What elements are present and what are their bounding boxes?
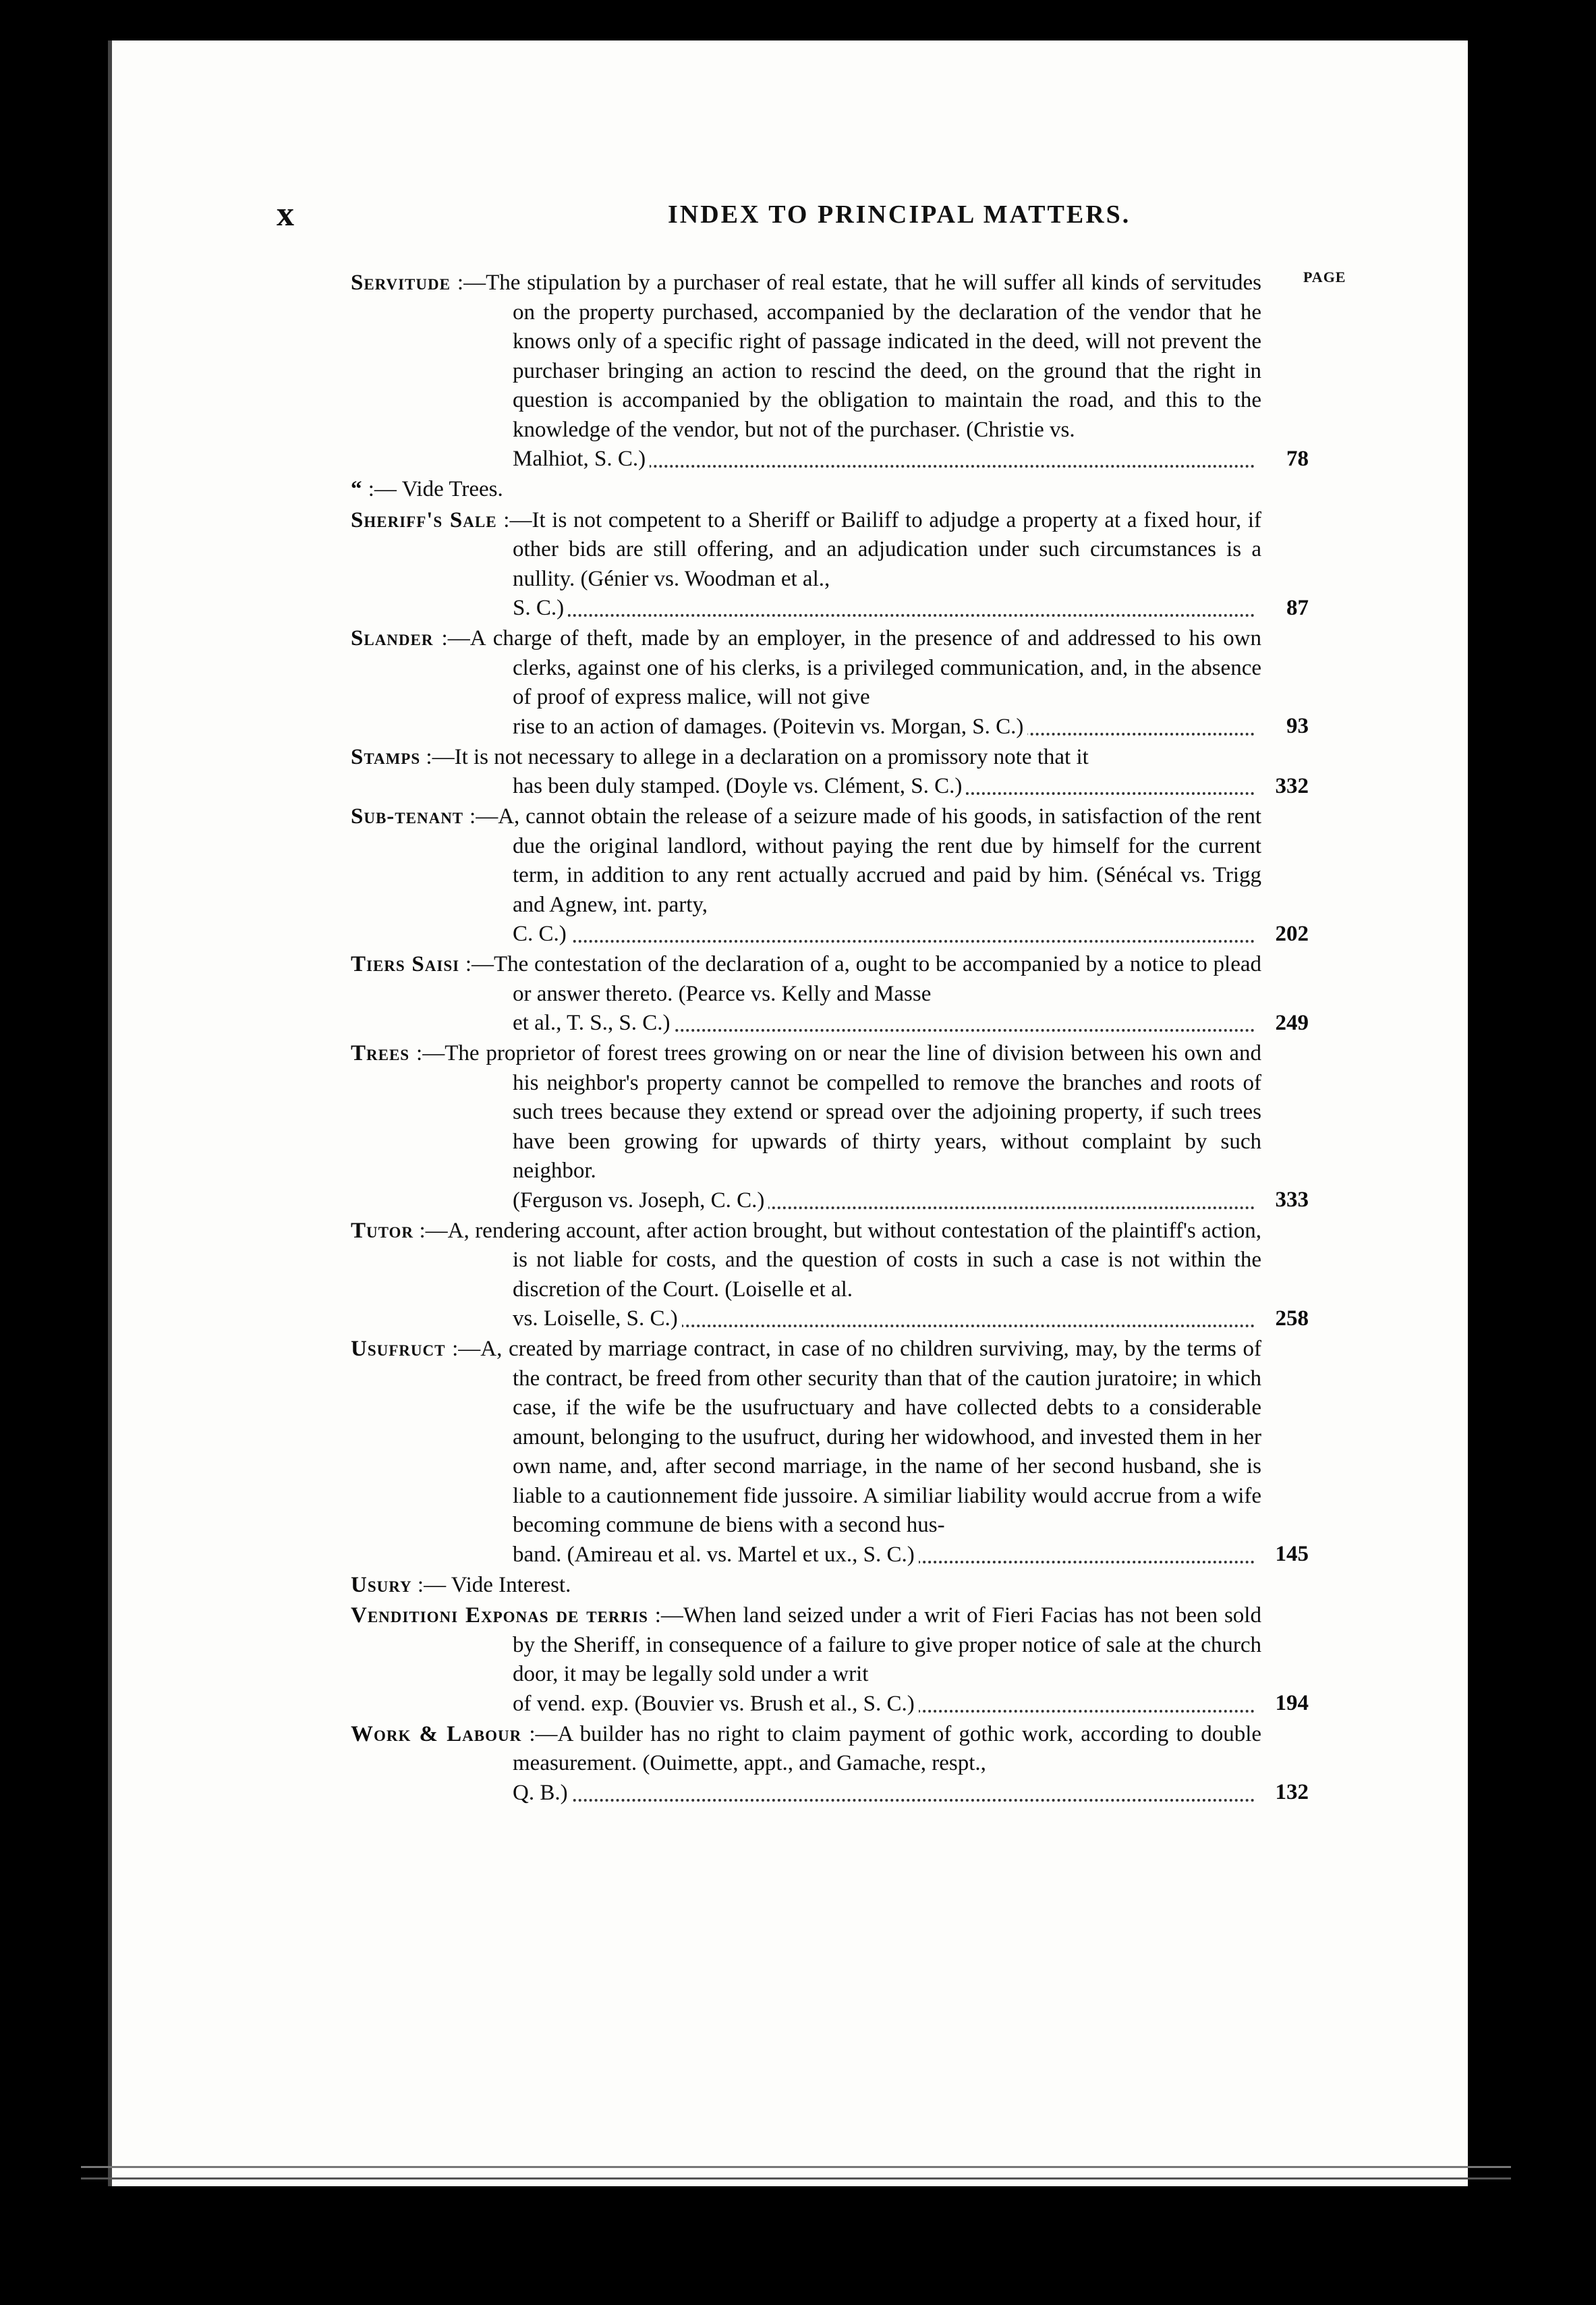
index-entry: [351, 802, 1309, 949]
entry-head: Work & Labour: [351, 1721, 522, 1746]
bottom-rule: [81, 2166, 1511, 2179]
entry-citation: band. (Amireau et al. vs. Martel et ux., S. C.): [513, 1543, 919, 1567]
entry-head: Usufruct: [351, 1337, 446, 1361]
entry-citation: C. C.): [513, 922, 571, 946]
index-entry: [351, 506, 1309, 623]
entry-citation: of vend. exp. (Bouvier vs. Brush et al., S. C.): [513, 1692, 919, 1716]
entry-page-number: 249: [1264, 1009, 1309, 1038]
entry-head: Servitude: [351, 271, 451, 295]
index-entry: [351, 269, 1309, 474]
entry-text: :—A charge of theft, made by an employer, in the presence of and addressed to his own clerks, against one of his clerks, is a privileged communication, and, in the absence of proof of express malice, will not give: [441, 626, 1261, 709]
entry-head: Tiers Saisi: [351, 952, 460, 976]
entry-citation: S. C.): [513, 596, 568, 620]
page-column-label: PAGE: [1303, 269, 1346, 285]
entry-page-number: 258: [1264, 1304, 1309, 1334]
entry-text: :—The proprietor of forest trees growing on or near the line of division between his own and his neighbor's property cannot be compelled to remove the branches and roots of such trees because they extend or spread over the adjoining property, if such trees have been growing for upwards of thirty years, without complaint by such neighbor.: [416, 1041, 1261, 1183]
index-entry: [351, 743, 1309, 802]
entry-text: :—When land seized under a writ of Fieri Facias has not been sold by the Sheriff, in consequence of a failure to give proper notice of sale at the church door, it may be legally sold under a writ: [513, 1603, 1261, 1686]
entry-page-number: 194: [1264, 1689, 1309, 1719]
entry-head: Tutor: [351, 1218, 414, 1243]
entry-head: Slander: [351, 626, 434, 650]
index-entry: [351, 1601, 1309, 1719]
entry-citation: has been duly stamped. (Doyle vs. Clément, S. C.): [513, 774, 966, 798]
index-entry: [351, 1039, 1309, 1215]
entry-text: :—A, created by marriage contract, in case of no children surviving, may, by the terms of the contract, be freed from other security than that of the caution juratoire; in which case, if the wife be the usufructuary and have collected debts to a considerable amount, belonging to the usufruct, during her widowhood, and invested them in her own name, and, after second marriage, in the name of her second husband, she is liable to a cautionnement fide jussoire. A similiar liability would accrue from a wife becoming commune de biens with a second hus-: [452, 1337, 1261, 1537]
entry-page-number: 132: [1264, 1778, 1309, 1808]
entry-citation: Malhiot, S. C.): [513, 447, 650, 471]
index-entry: [351, 1571, 1309, 1601]
entry-page-number: 332: [1264, 772, 1309, 802]
entry-citation: Q. B.): [513, 1781, 572, 1805]
index-entry: [351, 475, 1309, 505]
entry-text: :— Vide Interest.: [417, 1572, 571, 1597]
entry-head: Sheriff's Sale: [351, 507, 497, 532]
page-folio: x: [277, 195, 294, 233]
index-entry: [351, 624, 1309, 742]
entry-text: :—It is not necessary to allege in a declaration on a promissory note that it: [426, 744, 1089, 769]
index-entry: [351, 1217, 1309, 1334]
index-entries: [351, 269, 1309, 1809]
entry-text: :— Vide Trees.: [368, 477, 503, 501]
entry-citation: et al., T. S., S. C.): [513, 1011, 674, 1035]
entry-head: Usury: [351, 1572, 412, 1597]
entry-text: :—It is not competent to a Sheriff or Bailiff to adjudge a property at a fixed hour, if other bids are still offering, and an adjudication under such circumstances is a nullity. (Génier vs. Woodman et al.,: [503, 507, 1262, 591]
entry-head: “: [351, 477, 363, 501]
entry-page-number: 78: [1264, 445, 1309, 474]
entry-head: Trees: [351, 1041, 410, 1065]
entry-head: Stamps: [351, 744, 421, 769]
entry-head: Venditioni Exponas de terris: [351, 1603, 648, 1628]
index-entry: [351, 1720, 1309, 1808]
entry-page-number: 145: [1264, 1540, 1309, 1570]
index-entry: [351, 950, 1309, 1038]
entry-page-number: 93: [1264, 712, 1309, 742]
entry-head: Sub-tenant: [351, 804, 464, 829]
entry-citation: vs. Loiselle, S. C.): [513, 1306, 682, 1331]
index-entry: [351, 1335, 1309, 1570]
entry-text: :—A builder has no right to claim payment of gothic work, according to double measurement. (Ouimette, appt., and Gamache, respt.,: [513, 1721, 1262, 1775]
entry-citation: (Ferguson vs. Joseph, C. C.): [513, 1188, 768, 1213]
entry-page-number: 87: [1264, 594, 1309, 623]
entry-page-number: 333: [1264, 1186, 1309, 1215]
entry-page-number: 202: [1264, 920, 1309, 949]
entry-text: :—A, rendering account, after action brought, but without contestation of the plaintiff's action, is not liable for costs, and the question of costs in such a case is not within the discretion of the Court. (Loiselle et al.: [419, 1218, 1262, 1302]
entry-text: :—The stipulation by a purchaser of real estate, that he will suffer all kinds of servitudes on the property purchased, accompanied by the declaration of the vendor that he knows only of a specific right of passage indicated in the deed, will not prevent the purchaser bringing an action to rescind the deed, on the ground that the right in question is accompanied by the obligation to maintain the road, and this to the knowledge of the vendor, but not of the purchaser. (Christie vs.: [457, 271, 1261, 442]
entry-text: :—A, cannot obtain the release of a seizure made of his goods, in satisfaction of the rent due the original landlord, without paying the rent due by himself for the current term, in addition to any rent actually accrued and paid by him. (Sénécal vs. Trigg and Agnew, int. party,: [469, 804, 1261, 917]
entry-citation: rise to an action of damages. (Poitevin vs. Morgan, S. C.): [513, 715, 1027, 739]
running-title: INDEX TO PRINCIPAL MATTERS.: [668, 200, 1131, 229]
entry-text: :—The contestation of the declaration of a, ought to be accompanied by a notice to plead or answer thereto. (Pearce vs. Kelly and Masse: [465, 952, 1261, 1006]
